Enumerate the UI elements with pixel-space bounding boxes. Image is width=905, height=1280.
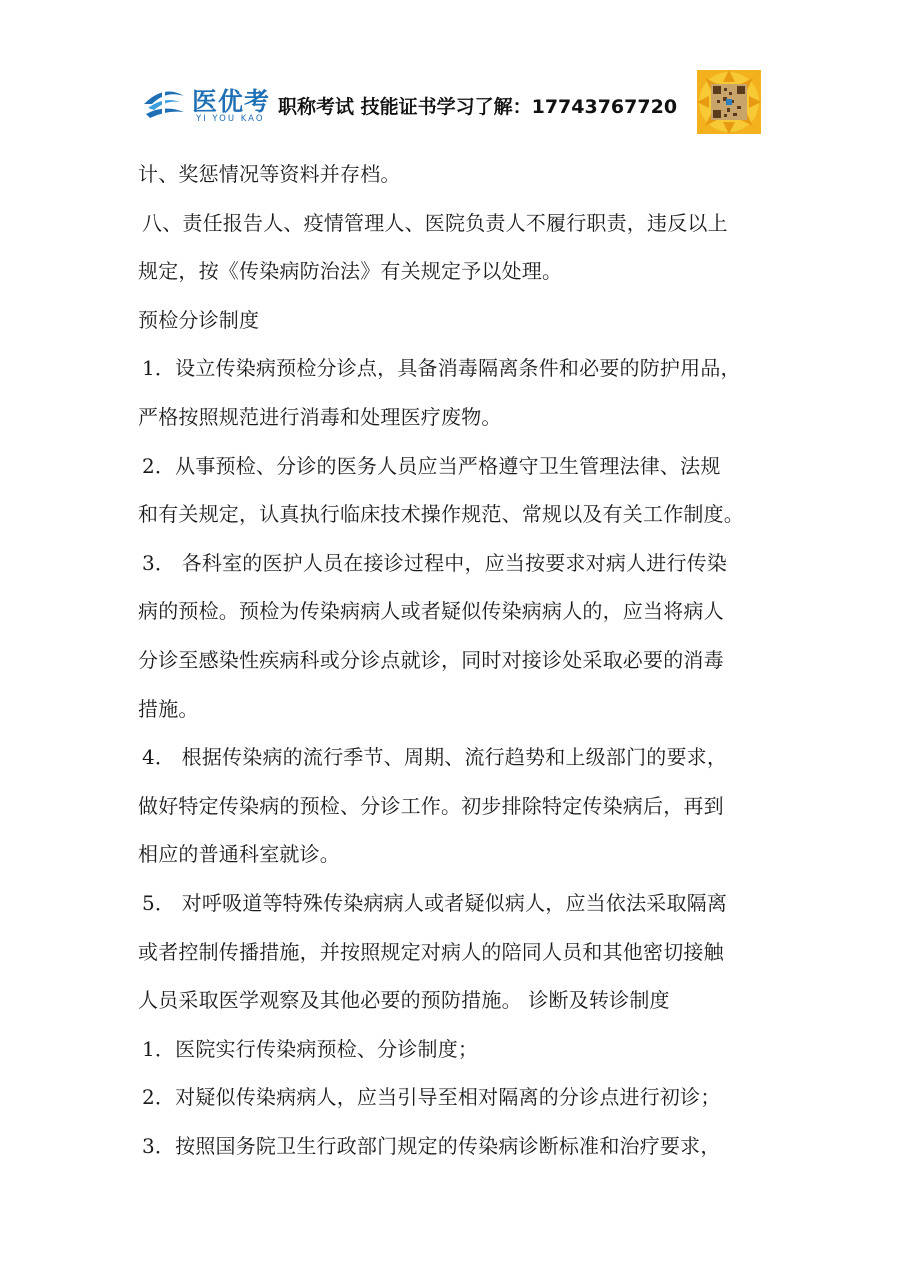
text-line: 或者控制传播措施，并按照规定对病人的陪同人员和其他密切接触: [138, 939, 724, 964]
text-line: 计、奖惩情况等资料并存档。: [138, 162, 401, 186]
text-line: 1．医院实行传染病预检、分诊制度；: [142, 1036, 479, 1061]
header-slogan: 职称考试 技能证书学习了解：17743767720: [278, 96, 678, 118]
text-line: 人员采取医学观察及其他必要的预防措施。 诊断及转诊制度: [138, 988, 670, 1013]
text-line: 规定，按《传染病防治法》有关规定予以处理。: [138, 259, 563, 284]
text-line: 3． 各科室的医护人员在接诊过程中，应当按要求对病人进行传染: [142, 550, 728, 575]
text-line: 做好特定传染病的预检、分诊工作。初步排除特定传染病后，再到: [138, 793, 724, 818]
text-line: 和有关规定，认真执行临床技术操作规范、常规以及有关工作制度。: [138, 502, 744, 527]
text-line: 2．对疑似传染病病人，应当引导至相对隔离的分诊点进行初诊；: [142, 1085, 721, 1110]
text-line: 八、责任报告人、疫情管理人、医院负责人不履行职责，违反以上: [142, 210, 728, 235]
text-line: 分诊至感染性疾病科或分诊点就诊，同时对接诊处采取必要的消毒: [138, 647, 724, 672]
text-line: 3．按照国务院卫生行政部门规定的传染病诊断标准和治疗要求，: [142, 1133, 721, 1158]
logo-icon: [140, 82, 188, 122]
document-body: [138, 150, 778, 1170]
text-line: 严格按照规范进行消毒和处理医疗废物。: [138, 404, 502, 429]
section-heading: 预检分诊制度: [138, 307, 260, 332]
page-header: [140, 68, 770, 136]
text-line: 2．从事预检、分诊的医务人员应当严格遵守卫生管理法律、法规: [142, 453, 721, 478]
logo-subtext: YI YOU KAO: [196, 114, 265, 124]
text-line: 相应的普通科室就诊。: [138, 842, 340, 867]
text-line: 4． 根据传染病的流行季节、周期、流行趋势和上级部门的要求，: [142, 745, 728, 770]
qr-code-icon: [697, 70, 761, 134]
logo-text: 医优考: [192, 87, 271, 116]
text-line: 5． 对呼吸道等特殊传染病病人或者疑似病人，应当依法采取隔离: [142, 890, 728, 915]
text-line: 病的预检。预检为传染病病人或者疑似传染病病人的，应当将病人: [138, 599, 724, 624]
text-line: 1．设立传染病预检分诊点，具备消毒隔离条件和必要的防护用品，: [142, 356, 741, 381]
text-line: 措施。: [138, 696, 199, 721]
